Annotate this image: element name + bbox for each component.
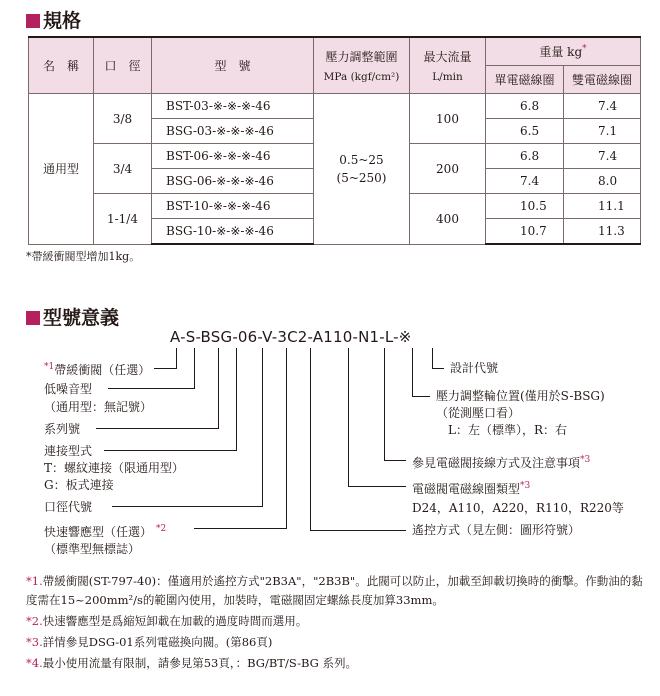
- note-item: *3.詳情參見DSG-01系列電磁換向閥。(第86頁): [26, 635, 273, 649]
- flow-cell: 200: [410, 144, 486, 194]
- section-marker-icon: [26, 311, 40, 325]
- pressure-value: 0.5~25: [339, 152, 384, 167]
- port-cell: 3/8: [94, 94, 152, 144]
- model-cell: BSG-03-※-※-※-46: [152, 119, 314, 144]
- single-weight-cell: 6.8: [486, 94, 564, 119]
- header-flow: [410, 37, 486, 94]
- header-weight-mark: *: [582, 44, 587, 54]
- model-cell: BST-06-※-※-※-46: [152, 144, 314, 169]
- single-weight-cell: 6.8: [486, 144, 564, 169]
- section-marker-icon: [26, 14, 40, 28]
- label-handwheel-position: 壓力調整輪位置(僅用於S-BSG) （從測壓口看） L：左（標準），R：右: [436, 389, 605, 437]
- model-cell: BSG-10-※-※-※-46: [152, 219, 314, 245]
- flow-cell: 400: [410, 194, 486, 245]
- label-connection-type: 連接型式 T：螺紋連接（限通用型） G：板式連接: [44, 444, 185, 492]
- port-cell: 3/4: [94, 144, 152, 194]
- table-header-row: [29, 37, 641, 66]
- header-pressure: [314, 37, 410, 94]
- double-weight-cell: 7.1: [564, 119, 641, 144]
- double-weight-cell: 8.0: [564, 169, 641, 194]
- single-weight-cell: 6.5: [486, 119, 564, 144]
- model-code-string: A-S-BSG-06-V-3C2-A110-N1-L-※: [170, 328, 412, 346]
- model-cell: BST-03-※-※-※-46: [152, 94, 314, 119]
- label-port-code: 口徑代號: [44, 500, 93, 514]
- single-weight-cell: 10.7: [486, 219, 564, 245]
- pressure-value-kgf: (5~250): [336, 170, 387, 185]
- single-weight-cell: 10.5: [486, 194, 564, 219]
- model-code-section-title: 型號意義: [26, 303, 119, 330]
- spec-section-title: 規格: [26, 6, 81, 33]
- port-cell: 1-1/4: [94, 194, 152, 245]
- label-fast-response: 快速響應型（任選） $^{*2}$ （標準型無標誌）: [44, 524, 167, 556]
- label-series-number: 系列號: [44, 422, 81, 436]
- pressure-cell: [314, 94, 410, 245]
- type-cell: 通用型: [29, 94, 94, 245]
- header-single: 單電磁線圈: [486, 66, 564, 94]
- header-model: 型 號: [152, 37, 314, 94]
- header-pressure-label: 壓力調整範圍: [325, 50, 398, 64]
- model-cell: BSG-06-※-※-※-46: [152, 169, 314, 194]
- note-item: *1.帶緩衝閥(ST-797-40)：僅適用於遙控方式"2B3A"，"2B3B"。此閥可以防止，加載至卸載切換時的衝擊。作動油的黏度需在15~200mm²/s的範圍內使用，加裝時，電磁閥固定螺絲長度加算33mm。: [26, 574, 643, 607]
- label-low-noise: 低噪音型 （通用型：無記號）: [44, 382, 153, 414]
- label-coil-type: 電磁閥電磁線圈類型$^{*3}$ D24，A110，A220，R110，R220等: [412, 481, 624, 515]
- label-design-code: 設計代號: [450, 361, 499, 375]
- spec-table: [28, 36, 641, 245]
- header-double: 雙電磁線圈: [564, 66, 641, 94]
- note-item: *2.快速響應型是爲縮短卸載在加載的過度時間而選用。: [26, 614, 308, 628]
- flow-cell: 100: [410, 94, 486, 144]
- double-weight-cell: 11.1: [564, 194, 641, 219]
- label-remote-control: 遙控方式（見左側：圖形符號）: [412, 523, 581, 537]
- header-pressure-unit: MPa (kgf/cm²): [323, 71, 400, 83]
- notes-list: [26, 572, 646, 673]
- header-port: 口 徑: [94, 37, 152, 94]
- table-row: [29, 94, 641, 119]
- header-flow-unit: L/min: [432, 71, 463, 83]
- note-item: *4.最小使用流量有限制，請參見第53頁，：BG/BT/S-BG 系列。: [26, 656, 358, 670]
- label-wiring-notes: 參見電磁閥接線方式及注意事項$^{*3}$: [412, 455, 591, 470]
- label-cushion-valve: $^{*1}$帶緩衝閥（任選）: [44, 362, 151, 377]
- header-weight: [486, 37, 641, 66]
- header-weight-label: 重量 kg: [539, 45, 583, 59]
- header-flow-label: 最大流量: [423, 50, 472, 64]
- header-name: 名 稱: [29, 37, 94, 94]
- model-cell: BST-10-※-※-※-46: [152, 194, 314, 219]
- single-weight-cell: 7.4: [486, 169, 564, 194]
- weight-footnote: *帶緩衝閥型增加1kg。: [26, 250, 141, 263]
- double-weight-cell: 7.4: [564, 144, 641, 169]
- double-weight-cell: 7.4: [564, 94, 641, 119]
- double-weight-cell: 11.3: [564, 219, 641, 245]
